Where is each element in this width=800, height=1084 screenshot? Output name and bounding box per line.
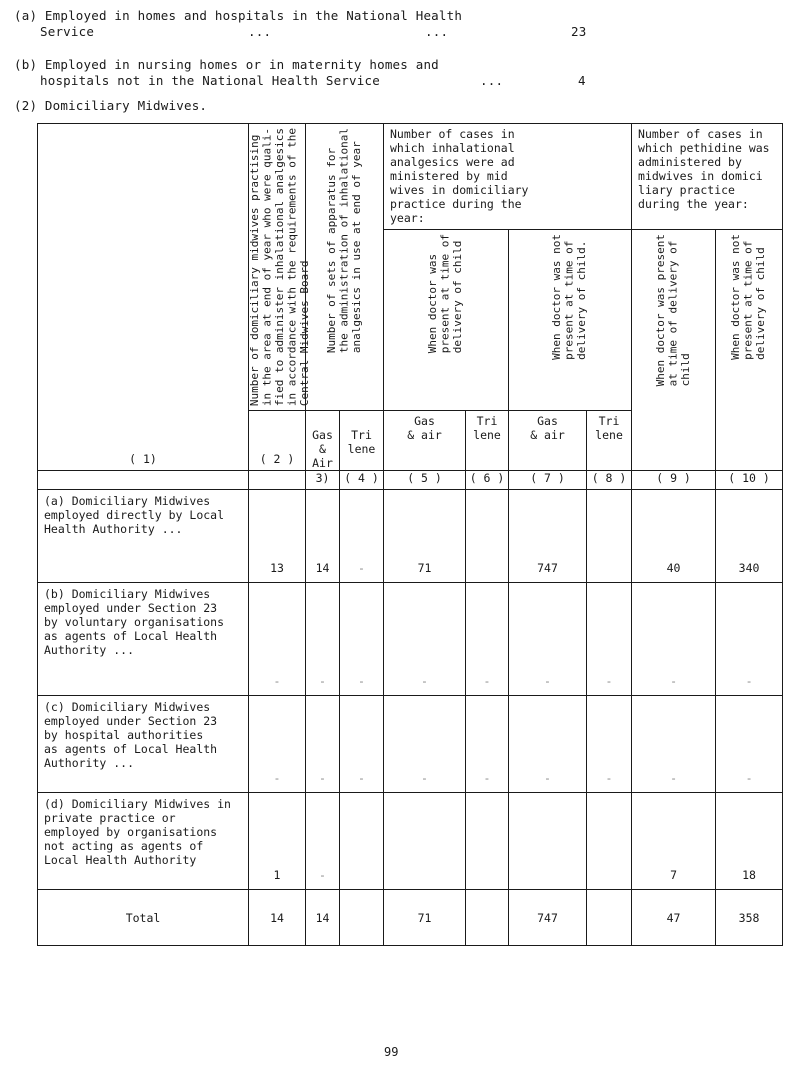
- header-doctor-not-present-text: When doctor was not present at time of delivery of child.: [550, 234, 589, 360]
- cell: [587, 490, 632, 583]
- row-label-d: (d) Domiciliary Midwives in private practice or employed by organisations not acting as agents of Local Health Authority: [38, 793, 249, 890]
- cell: 358: [716, 890, 783, 946]
- header-gas-air-5: Gas & air: [384, 411, 466, 471]
- intro-a-line1: (a) Employed in homes and hospitals in the National Health: [14, 8, 463, 23]
- cell: 13: [249, 490, 306, 583]
- colnum-4: ( 4 ): [340, 471, 384, 490]
- cell: [340, 890, 384, 946]
- cell: 14: [249, 890, 306, 946]
- header-apparatus-sets-text: Number of sets of apparatus for the administration of inhalational analgesics in use at end of year: [324, 128, 363, 354]
- cell: -: [587, 696, 632, 793]
- row-label-a: (a) Domiciliary Midwives employed directly by Local Health Authority ...: [38, 490, 249, 583]
- cell: 1: [249, 793, 306, 890]
- header-doctor-present: [384, 230, 509, 411]
- cell: [509, 793, 587, 890]
- header-pethidine-cases: Number of cases in which pethidine was administered by midwives in domici liary practice during the year:: [632, 124, 783, 230]
- cell: [340, 793, 384, 890]
- intro-a-dots: ...: [248, 24, 272, 39]
- header-gas-air-7: Gas & air: [509, 411, 587, 471]
- cell: 747: [509, 490, 587, 583]
- cell: -: [466, 583, 509, 696]
- header-gas-air-text: Gas & Air: [312, 428, 333, 471]
- intro-a-value: 23: [571, 24, 587, 39]
- cell: -: [340, 490, 384, 583]
- cell: 47: [632, 890, 716, 946]
- cell: -: [509, 583, 587, 696]
- cell: -: [249, 696, 306, 793]
- colnum-spacer-2: [249, 471, 306, 490]
- header-trilene: [340, 411, 384, 471]
- cell: 340: [716, 490, 783, 583]
- total-label: Total: [38, 890, 249, 946]
- colnum-spacer: [38, 471, 249, 490]
- row-label-b: (b) Domiciliary Midwives employed under Section 23 by voluntary organisations as agents of Local Health Authority ...: [38, 583, 249, 696]
- header-trilene-6: Tri lene: [466, 411, 509, 471]
- header-doctor-not-present: [509, 230, 632, 411]
- section-heading: (2) Domiciliary Midwives.: [14, 98, 208, 113]
- table-row: [38, 696, 783, 793]
- cell: -: [716, 583, 783, 696]
- header-apparatus-sets: [306, 124, 384, 411]
- intro-b-line1: (b) Employed in nursing homes or in maternity homes and: [14, 57, 439, 72]
- intro-b-dots: ...: [480, 73, 504, 88]
- cell: [587, 890, 632, 946]
- cell: 71: [384, 890, 466, 946]
- cell: 14: [306, 490, 340, 583]
- header-inhalational-cases: Number of cases in which inhalational analgesics were ad ministered by mid wives in domiciliary practice during the year:: [384, 124, 632, 230]
- row-label-c: (c) Domiciliary Midwives employed under Section 23 by hospital authorities as agents of Local Health Authority ...: [38, 696, 249, 793]
- cell: -: [384, 696, 466, 793]
- header-gas-air: [306, 411, 340, 471]
- cell: -: [306, 583, 340, 696]
- header-col1: ( 1): [38, 124, 249, 471]
- header-trilene-text: Tri lene: [347, 428, 376, 457]
- cell: -: [306, 696, 340, 793]
- colnum-5: ( 5 ): [384, 471, 466, 490]
- intro-a-line2: Service: [40, 24, 95, 39]
- cell: [466, 793, 509, 890]
- cell: 71: [384, 490, 466, 583]
- page-number: 99: [384, 1045, 399, 1059]
- header-pethidine-doctor-present: [632, 230, 716, 471]
- header-qualified-midwives: [248, 124, 311, 411]
- cell: [587, 793, 632, 890]
- intro-b-line2: hospitals not in the National Health Service: [40, 73, 380, 88]
- cell: -: [306, 793, 340, 890]
- cell: -: [340, 696, 384, 793]
- colnum-9: ( 9 ): [632, 471, 716, 490]
- colnum-8: ( 8 ): [587, 471, 632, 490]
- colnum-7: ( 7 ): [509, 471, 587, 490]
- intro-a-dots2: ...: [425, 24, 449, 39]
- cell: -: [249, 583, 306, 696]
- cell: -: [716, 696, 783, 793]
- colnum-6: ( 6 ): [466, 471, 509, 490]
- cell: [466, 490, 509, 583]
- cell: 18: [716, 793, 783, 890]
- header-doctor-present-text: When doctor was present at time of delivery of child: [426, 234, 465, 354]
- colnum-10: ( 10 ): [716, 471, 783, 490]
- cell: -: [587, 583, 632, 696]
- table-row: [38, 793, 783, 890]
- header-trilene-8: Tri lene: [587, 411, 632, 471]
- total-row: [38, 890, 783, 946]
- table-row: [38, 583, 783, 696]
- cell: 747: [509, 890, 587, 946]
- cell: 40: [632, 490, 716, 583]
- cell: -: [466, 696, 509, 793]
- cell: 14: [306, 890, 340, 946]
- cell: -: [509, 696, 587, 793]
- cell: -: [340, 583, 384, 696]
- header-col2-number: ( 2 ): [249, 411, 306, 471]
- cell: [384, 793, 466, 890]
- header-pethidine-doctor-not-present: [716, 230, 783, 471]
- colnum-3: 3): [306, 471, 340, 490]
- intro-b-value: 4: [578, 73, 586, 88]
- midwives-table: [37, 123, 783, 946]
- table-row: [38, 490, 783, 583]
- cell: -: [632, 583, 716, 696]
- cell: -: [632, 696, 716, 793]
- header-qualified-midwives-text: Number of domiciliary midwives practising in the area at end of year who were quali- fied to administer inhalational analgesics in accordance with the requirements of the Central Midwives Board: [248, 128, 311, 407]
- header-pethidine-doctor-present-text: When doctor was present at time of delivery of child: [653, 234, 692, 387]
- cell: [466, 890, 509, 946]
- header-pethidine-doctor-not-present-text: When doctor was not present at time of delivery of child: [729, 234, 768, 360]
- cell: 7: [632, 793, 716, 890]
- cell: -: [384, 583, 466, 696]
